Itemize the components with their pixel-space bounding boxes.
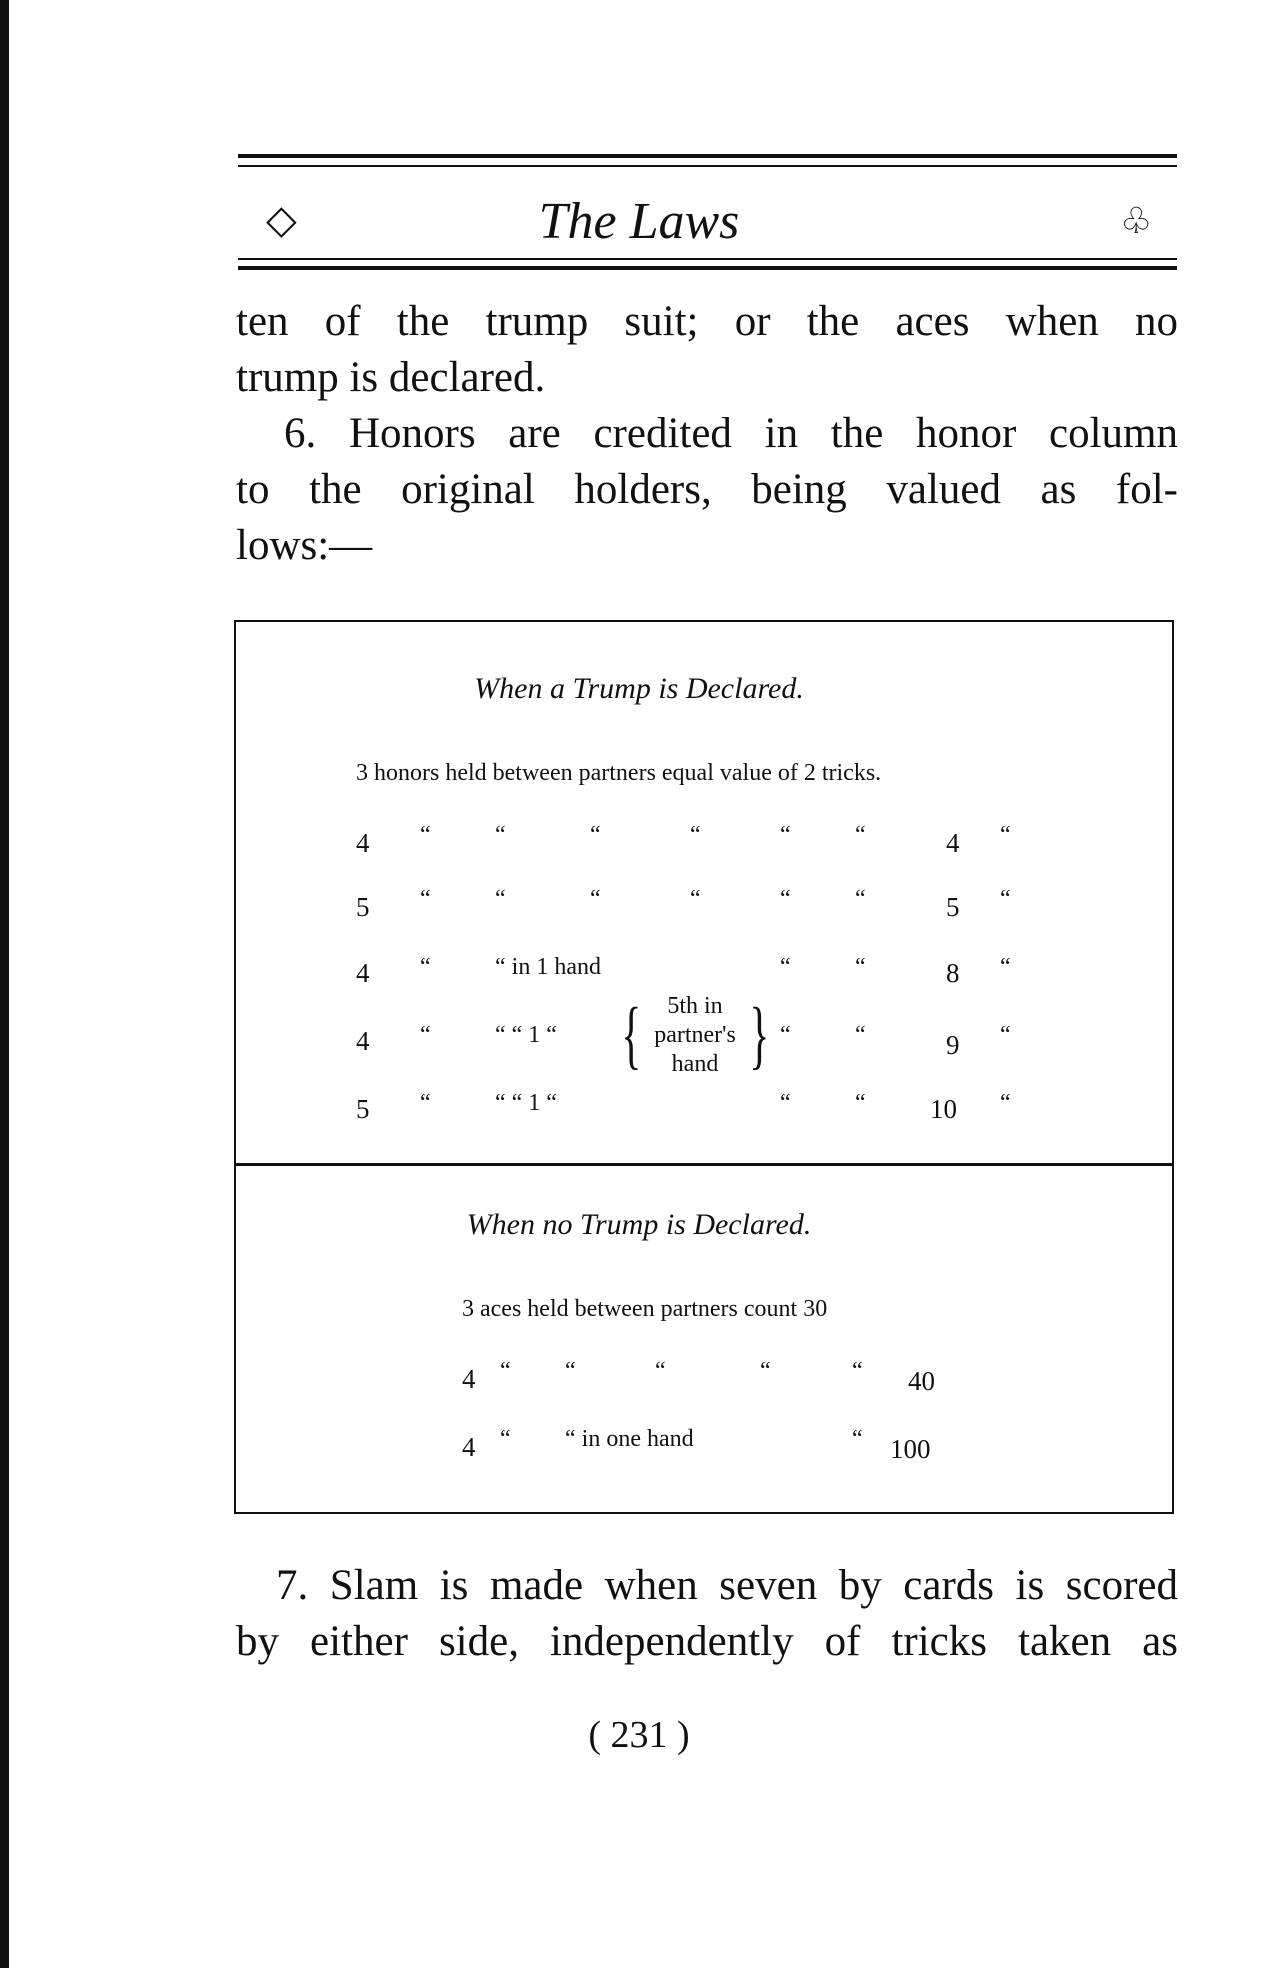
ditto-mark: “ xyxy=(855,1022,866,1048)
ditto-mark: “ xyxy=(420,954,431,980)
no-trump-row-count: 4 xyxy=(462,1432,476,1462)
header-rule-bottom-thick xyxy=(238,266,1177,270)
ditto-mark: “ xyxy=(1000,1090,1011,1116)
text-line: 6. Honors are credited in the honor column xyxy=(284,410,1178,457)
ditto-in-one-hand: “ in one hand xyxy=(565,1426,694,1452)
ditto-mark: “ xyxy=(855,886,866,912)
ditto-mark: “ xyxy=(420,886,431,912)
ditto-mark: “ xyxy=(495,886,506,912)
ditto-mark: “ xyxy=(855,954,866,980)
ditto-mark: “ xyxy=(590,886,601,912)
ditto-mark: “ xyxy=(852,1358,863,1384)
trump-first-row: 3 honors held between partners equal value of 2 tricks. xyxy=(356,760,882,786)
text-line: trump is declared. xyxy=(236,354,546,401)
ditto-mark: “ xyxy=(1000,886,1011,912)
trump-row-tricks: 8 xyxy=(946,958,960,988)
no-trump-section-caption: When no Trump is Declared. xyxy=(466,1208,812,1241)
ditto-mark: “ xyxy=(690,886,701,912)
ditto-mark: “ xyxy=(780,1090,791,1116)
running-header-title: The Laws xyxy=(538,193,740,250)
brace-right: } xyxy=(748,993,769,1077)
brace-left: { xyxy=(621,993,642,1077)
ditto-mark: “ xyxy=(590,822,601,848)
ditto-mark: “ xyxy=(855,1090,866,1116)
trump-row-count: 4 xyxy=(356,828,370,858)
no-trump-first-row: 3 aces held between partners count 30 xyxy=(462,1296,828,1322)
paragraph-top xyxy=(236,294,1178,574)
ditto-mark: “ xyxy=(760,1358,771,1384)
ditto-mark: “ xyxy=(420,822,431,848)
ditto-mark: “ xyxy=(780,1022,791,1048)
paragraph-bottom xyxy=(236,1558,1178,1670)
diamond-icon: ◇ xyxy=(266,197,297,242)
ditto-mark: “ xyxy=(780,822,791,848)
ditto-mark: “ xyxy=(495,822,506,848)
no-trump-row-count: 4 xyxy=(462,1364,476,1394)
trump-row-tricks: 10 xyxy=(930,1094,957,1124)
ditto-one: “ “ 1 “ xyxy=(495,1022,557,1048)
trump-row-count: 5 xyxy=(356,892,370,922)
header-rule-top-thin xyxy=(238,165,1177,167)
trump-row-tricks: 5 xyxy=(946,892,960,922)
text-line: to the original holders, being valued as fol- xyxy=(236,466,1178,513)
ditto-mark: “ xyxy=(780,954,791,980)
ditto-mark: “ xyxy=(1000,1022,1011,1048)
ditto-in-hand: “ in 1 hand xyxy=(495,954,601,980)
book-spine-edge xyxy=(0,0,9,1968)
ditto-mark: “ xyxy=(500,1358,511,1384)
ditto-mark: “ xyxy=(690,822,701,848)
partner-hand-brace xyxy=(621,990,769,1080)
trump-row-tricks: 4 xyxy=(946,828,960,858)
ditto-mark: “ xyxy=(855,822,866,848)
ditto-mark: “ xyxy=(1000,822,1011,848)
ditto-mark: “ xyxy=(565,1358,576,1384)
header-rule-top-thick xyxy=(238,154,1177,158)
no-trump-row-value: 40 xyxy=(908,1366,935,1396)
ditto-one: “ “ 1 “ xyxy=(495,1090,557,1116)
club-icon: ♧ xyxy=(1120,201,1153,241)
text-line: by either side, independently of tricks taken as xyxy=(236,1618,1178,1665)
no-trump-row-value: 100 xyxy=(890,1434,931,1464)
brace-line: hand xyxy=(671,1051,719,1077)
table-section-divider xyxy=(234,1163,1174,1166)
trump-row-count: 4 xyxy=(356,1026,370,1056)
text-line: ten of the trump suit; or the aces when no xyxy=(236,298,1178,345)
brace-text xyxy=(625,992,765,1079)
text-line: lows:— xyxy=(236,522,373,569)
ditto-mark: “ xyxy=(420,1022,431,1048)
trump-row-tricks: 9 xyxy=(946,1030,960,1060)
brace-line: partner's xyxy=(654,1022,736,1048)
page-number: ( 231 ) xyxy=(588,1714,690,1756)
ditto-mark: “ xyxy=(780,886,791,912)
brace-line: 5th in xyxy=(667,993,723,1019)
header-rule-bottom-thin xyxy=(238,258,1177,260)
trump-section-caption: When a Trump is Declared. xyxy=(474,672,804,705)
text-line: 7. Slam is made when seven by cards is scored xyxy=(276,1562,1178,1609)
trump-row-count: 5 xyxy=(356,1094,370,1124)
ditto-mark: “ xyxy=(420,1090,431,1116)
ditto-mark: “ xyxy=(655,1358,666,1384)
ditto-mark: “ xyxy=(1000,954,1011,980)
ditto-mark: “ xyxy=(852,1426,863,1452)
ditto-mark: “ xyxy=(500,1426,511,1452)
trump-row-count: 4 xyxy=(356,958,370,988)
